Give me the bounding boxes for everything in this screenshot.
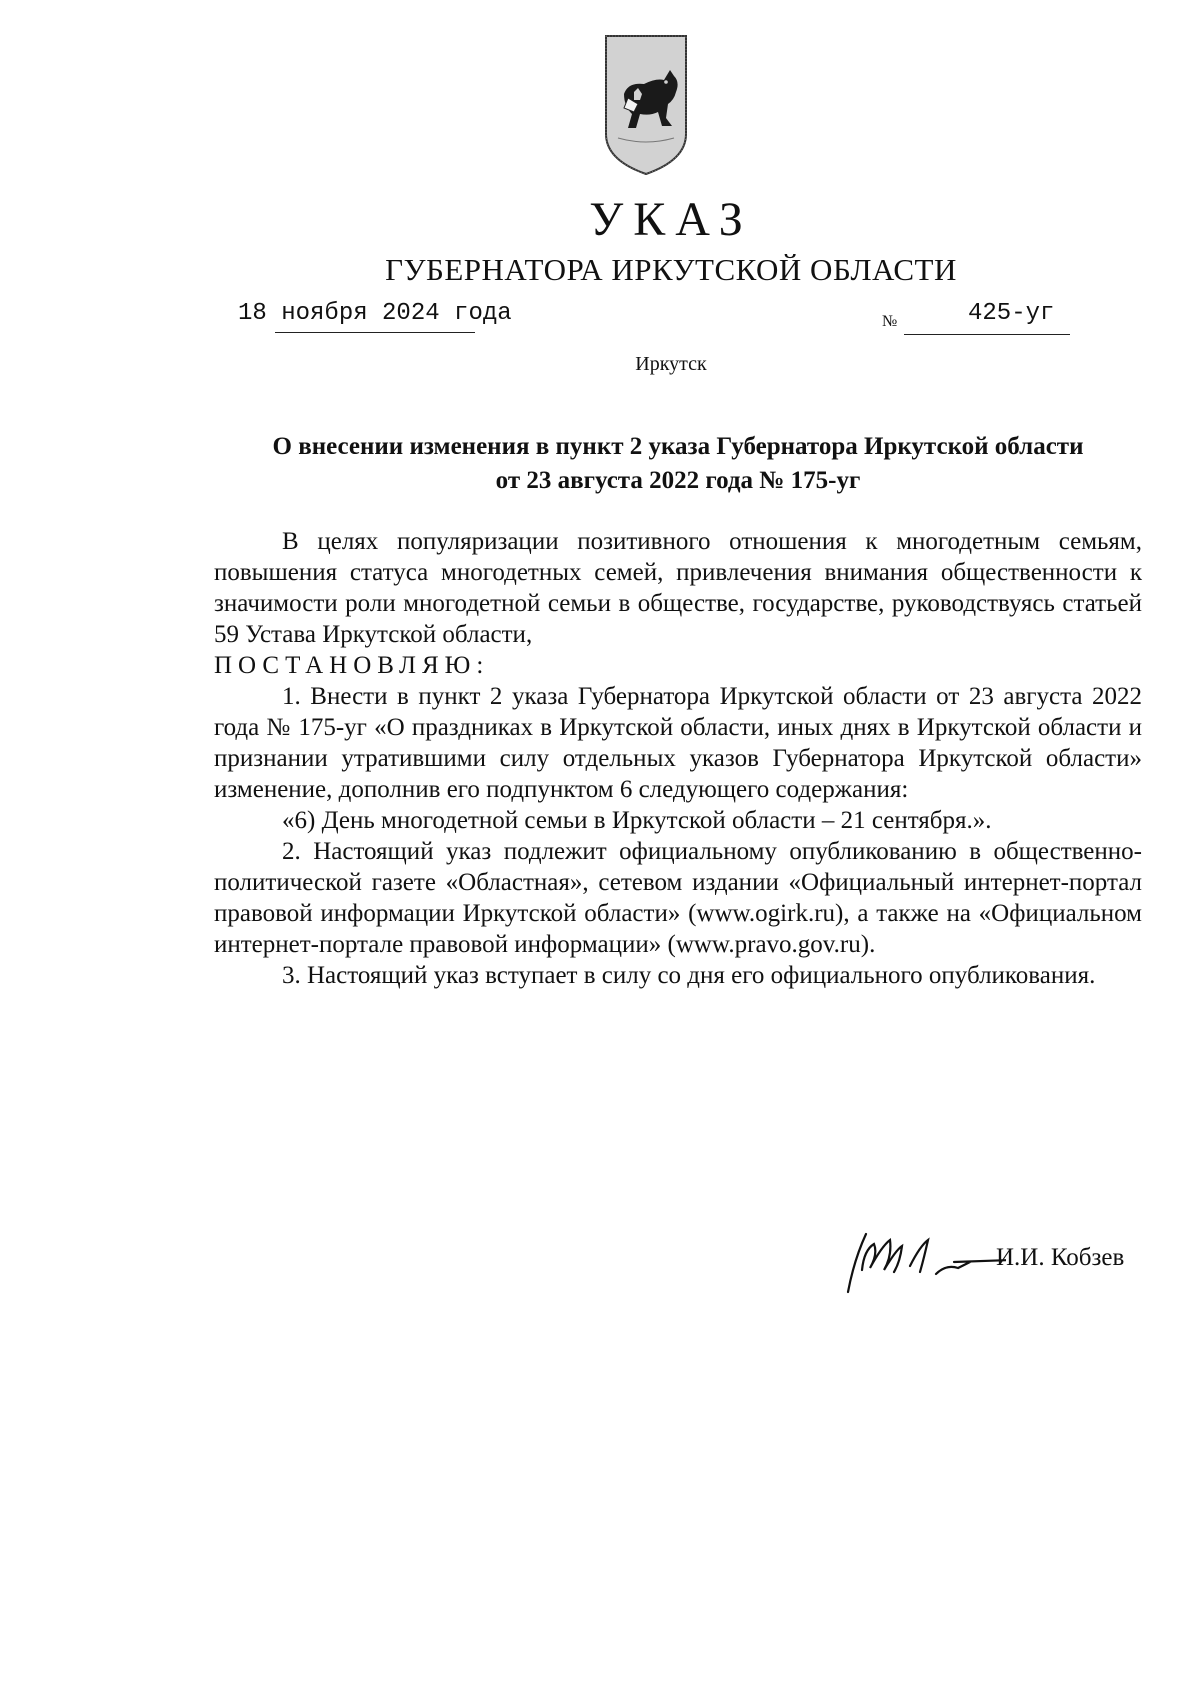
document-subtitle: ГУБЕРНАТОРА ИРКУТСКОЙ ОБЛАСТИ xyxy=(385,252,957,287)
decree-word: ПОСТАНОВЛЯЮ: xyxy=(214,652,490,679)
document-heading xyxy=(214,430,1142,498)
heading-line-2: от 23 августа 2022 года № 175-уг xyxy=(495,467,861,494)
signature-block xyxy=(836,1210,1156,1300)
item-1-quote: «6) День многодетной семьи в Иркутской области – 21 сентября.». xyxy=(282,807,992,834)
number-sign: № xyxy=(882,313,898,330)
item-2-paragraph: 2. Настоящий указ подлежит официальному опубликованию в общественно-политической газете «Областная», сетевом издании «Официальный интернет-портал правовой информации Иркутской области» (www.ogirk.ru), а также на «Официальном интернет-портале правовой информации» (www.pravo.gov.ru). xyxy=(214,838,1142,958)
document-title: УКАЗ xyxy=(589,193,753,246)
item-3-paragraph: 3. Настоящий указ вступает в силу со дня его официального опубликования. xyxy=(282,962,1096,989)
preamble-paragraph: В целях популяризации позитивного отношения к многодетным семьям, повышения статуса многодетных семей, привлечения внимания общественности к значимости роли многодетной семьи в обществе, государстве, руководствуясь статьей 59 Устава Иркутской области, xyxy=(214,528,1142,648)
item-1-paragraph: 1. Внести в пункт 2 указа Губернатора Иркутской области от 23 августа 2022 года № 175-уг «О праздниках в Иркутской области, иных днях в Иркутской области и признании утратившими силу отдельных указов Губернатора Иркутской области» изменение, дополнив его подпунктом 6 следующего содержания: xyxy=(214,683,1142,803)
document-number: 425-уг xyxy=(968,300,1055,327)
document-body xyxy=(214,526,1142,991)
number-underline xyxy=(904,334,1070,335)
document-date: 18 ноября 2024 года xyxy=(238,300,512,327)
heading-line-1: О внесении изменения в пункт 2 указа Губернатора Иркутской области xyxy=(272,433,1084,460)
coat-of-arms-icon xyxy=(604,34,688,176)
handwritten-signature-icon xyxy=(836,1210,1006,1296)
document-city: Иркутск xyxy=(635,353,707,375)
date-underline xyxy=(275,332,475,333)
signer-name: И.И. Кобзев xyxy=(996,1244,1125,1271)
